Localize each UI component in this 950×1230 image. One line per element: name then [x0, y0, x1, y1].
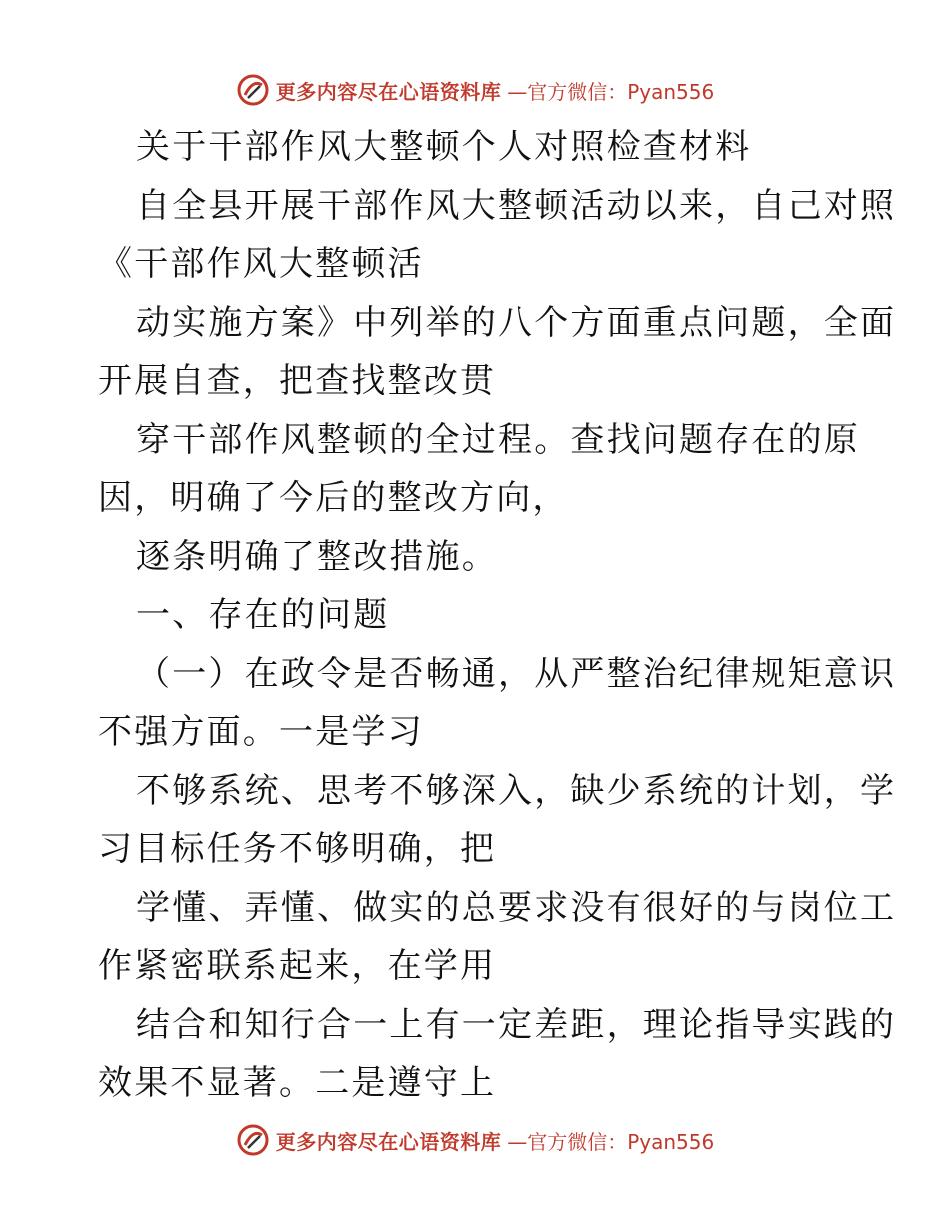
text-line: 不够系统、思考不够深入，缺少系统的计划，学 — [136, 770, 897, 811]
logo-icon — [236, 1123, 270, 1157]
text-line: 自全县开展干部作风大整顿活动以来，自己对照 — [136, 185, 897, 226]
text-line: （一）在政令是否畅通，从严整治纪律规矩意识 — [136, 653, 897, 694]
text-line: 作紧密联系起来，在学用 — [98, 946, 497, 986]
text-line: 开展自查，把查找整改贯 — [98, 361, 497, 401]
banner-wechat-text: —官方微信：Pyan556 — [507, 79, 715, 104]
document-body — [98, 118, 897, 1113]
text-line: 因，明确了今后的整改方向， — [98, 478, 569, 518]
text-line: 习目标任务不够明确，把 — [98, 829, 497, 869]
text-line: 学懂、弄懂、做实的总要求没有很好的与岗位工 — [136, 887, 897, 928]
text-line: 结合和知行合一上有一定差距，理论指导实践的 — [136, 1004, 897, 1045]
banner-site-text: 更多内容尽在心语资料库 — [275, 1129, 502, 1154]
logo-icon — [236, 73, 270, 107]
text-line: 效果不显著。二是遵守上 — [98, 1063, 497, 1103]
banner-site-text: 更多内容尽在心语资料库 — [275, 79, 502, 104]
header-banner — [0, 70, 950, 110]
text-line: 不强方面。一是学习 — [98, 712, 424, 752]
footer-banner — [0, 1120, 950, 1160]
banner-wechat-text: —官方微信：Pyan556 — [507, 1129, 715, 1154]
text-line: 逐条明确了整改措施。 — [136, 536, 498, 577]
section-heading: 一、存在的问题 — [136, 595, 390, 635]
text-line: 穿干部作风整顿的全过程。查找问题存在的原 — [136, 419, 860, 460]
document-title: 关于干部作风大整顿个人对照检查材料 — [136, 127, 752, 167]
text-line: 动实施方案》中列举的八个方面重点问题，全面 — [136, 302, 897, 343]
text-line: 《干部作风大整顿活 — [98, 244, 424, 284]
